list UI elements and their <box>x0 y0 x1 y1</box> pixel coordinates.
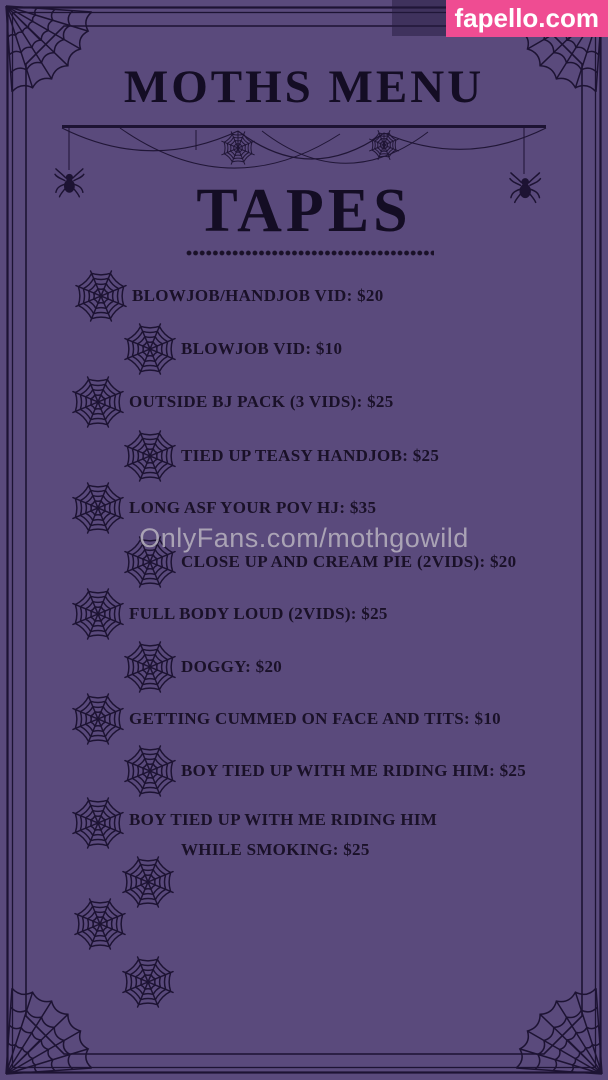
spider-web-icon <box>72 896 128 952</box>
menu-item-line1: BOY TIED UP WITH ME RIDING HIM <box>129 810 438 829</box>
spider-web-icon <box>70 691 126 747</box>
menu-item <box>122 743 526 799</box>
fapello-badge[interactable]: fapello.com <box>446 0 608 37</box>
menu-item-label: TIED UP TEASY HANDJOB: $25 <box>181 446 440 465</box>
spider-web-icon <box>120 854 176 910</box>
menu-item-label: BLOWJOB VID: $10 <box>181 339 343 358</box>
spider-web-icon <box>70 586 126 642</box>
spider-web-icon <box>122 321 178 377</box>
onlyfans-watermark: OnlyFans.com/mothgowild <box>139 523 469 553</box>
section-title: TAPES <box>196 177 412 245</box>
menu-item <box>73 268 384 324</box>
menu-item <box>122 321 342 377</box>
decorative-web <box>120 854 176 910</box>
spider-web-icon <box>122 639 178 695</box>
spider-web-icon <box>73 268 129 324</box>
menu-item-label: DOGGY: $20 <box>181 657 283 676</box>
menu-item <box>122 428 439 484</box>
menu-item-line2: WHILE SMOKING: $25 <box>181 840 370 859</box>
menu-item <box>70 586 388 642</box>
menu-item <box>122 639 282 695</box>
menu-item <box>70 374 394 430</box>
menu-item-label: OUTSIDE BJ PACK (3 VIDS): $25 <box>129 392 394 411</box>
corner-web-icon <box>516 988 602 1074</box>
spider-web-icon <box>122 743 178 799</box>
menu-item-label: BLOWJOB/HANDJOB VID: $20 <box>132 286 384 305</box>
decorative-web <box>120 954 176 1010</box>
menu-item-label: BOY TIED UP WITH ME RIDING HIM: $25 <box>181 761 527 780</box>
spider-web-icon <box>120 954 176 1010</box>
menu-item-label: FULL BODY LOUD (2VIDS): $25 <box>129 604 388 623</box>
menu-item-label: CLOSE UP AND CREAM PIE (2VIDS): $20 <box>181 552 517 571</box>
badge-shadow <box>392 0 448 36</box>
spider-web-icon <box>122 428 178 484</box>
corner-web-icon <box>6 988 92 1074</box>
page-title: MOTHS MENU <box>123 61 485 113</box>
menu-item-label: LONG ASF YOUR POV HJ: $35 <box>129 498 377 517</box>
decorative-web <box>72 896 128 952</box>
spider-web-icon <box>70 795 126 851</box>
menu-item-label: GETTING CUMMED ON FACE AND TITS: $10 <box>129 709 501 728</box>
spider-web-icon <box>70 374 126 430</box>
menu-item <box>70 691 501 747</box>
dotted-divider <box>186 250 434 256</box>
